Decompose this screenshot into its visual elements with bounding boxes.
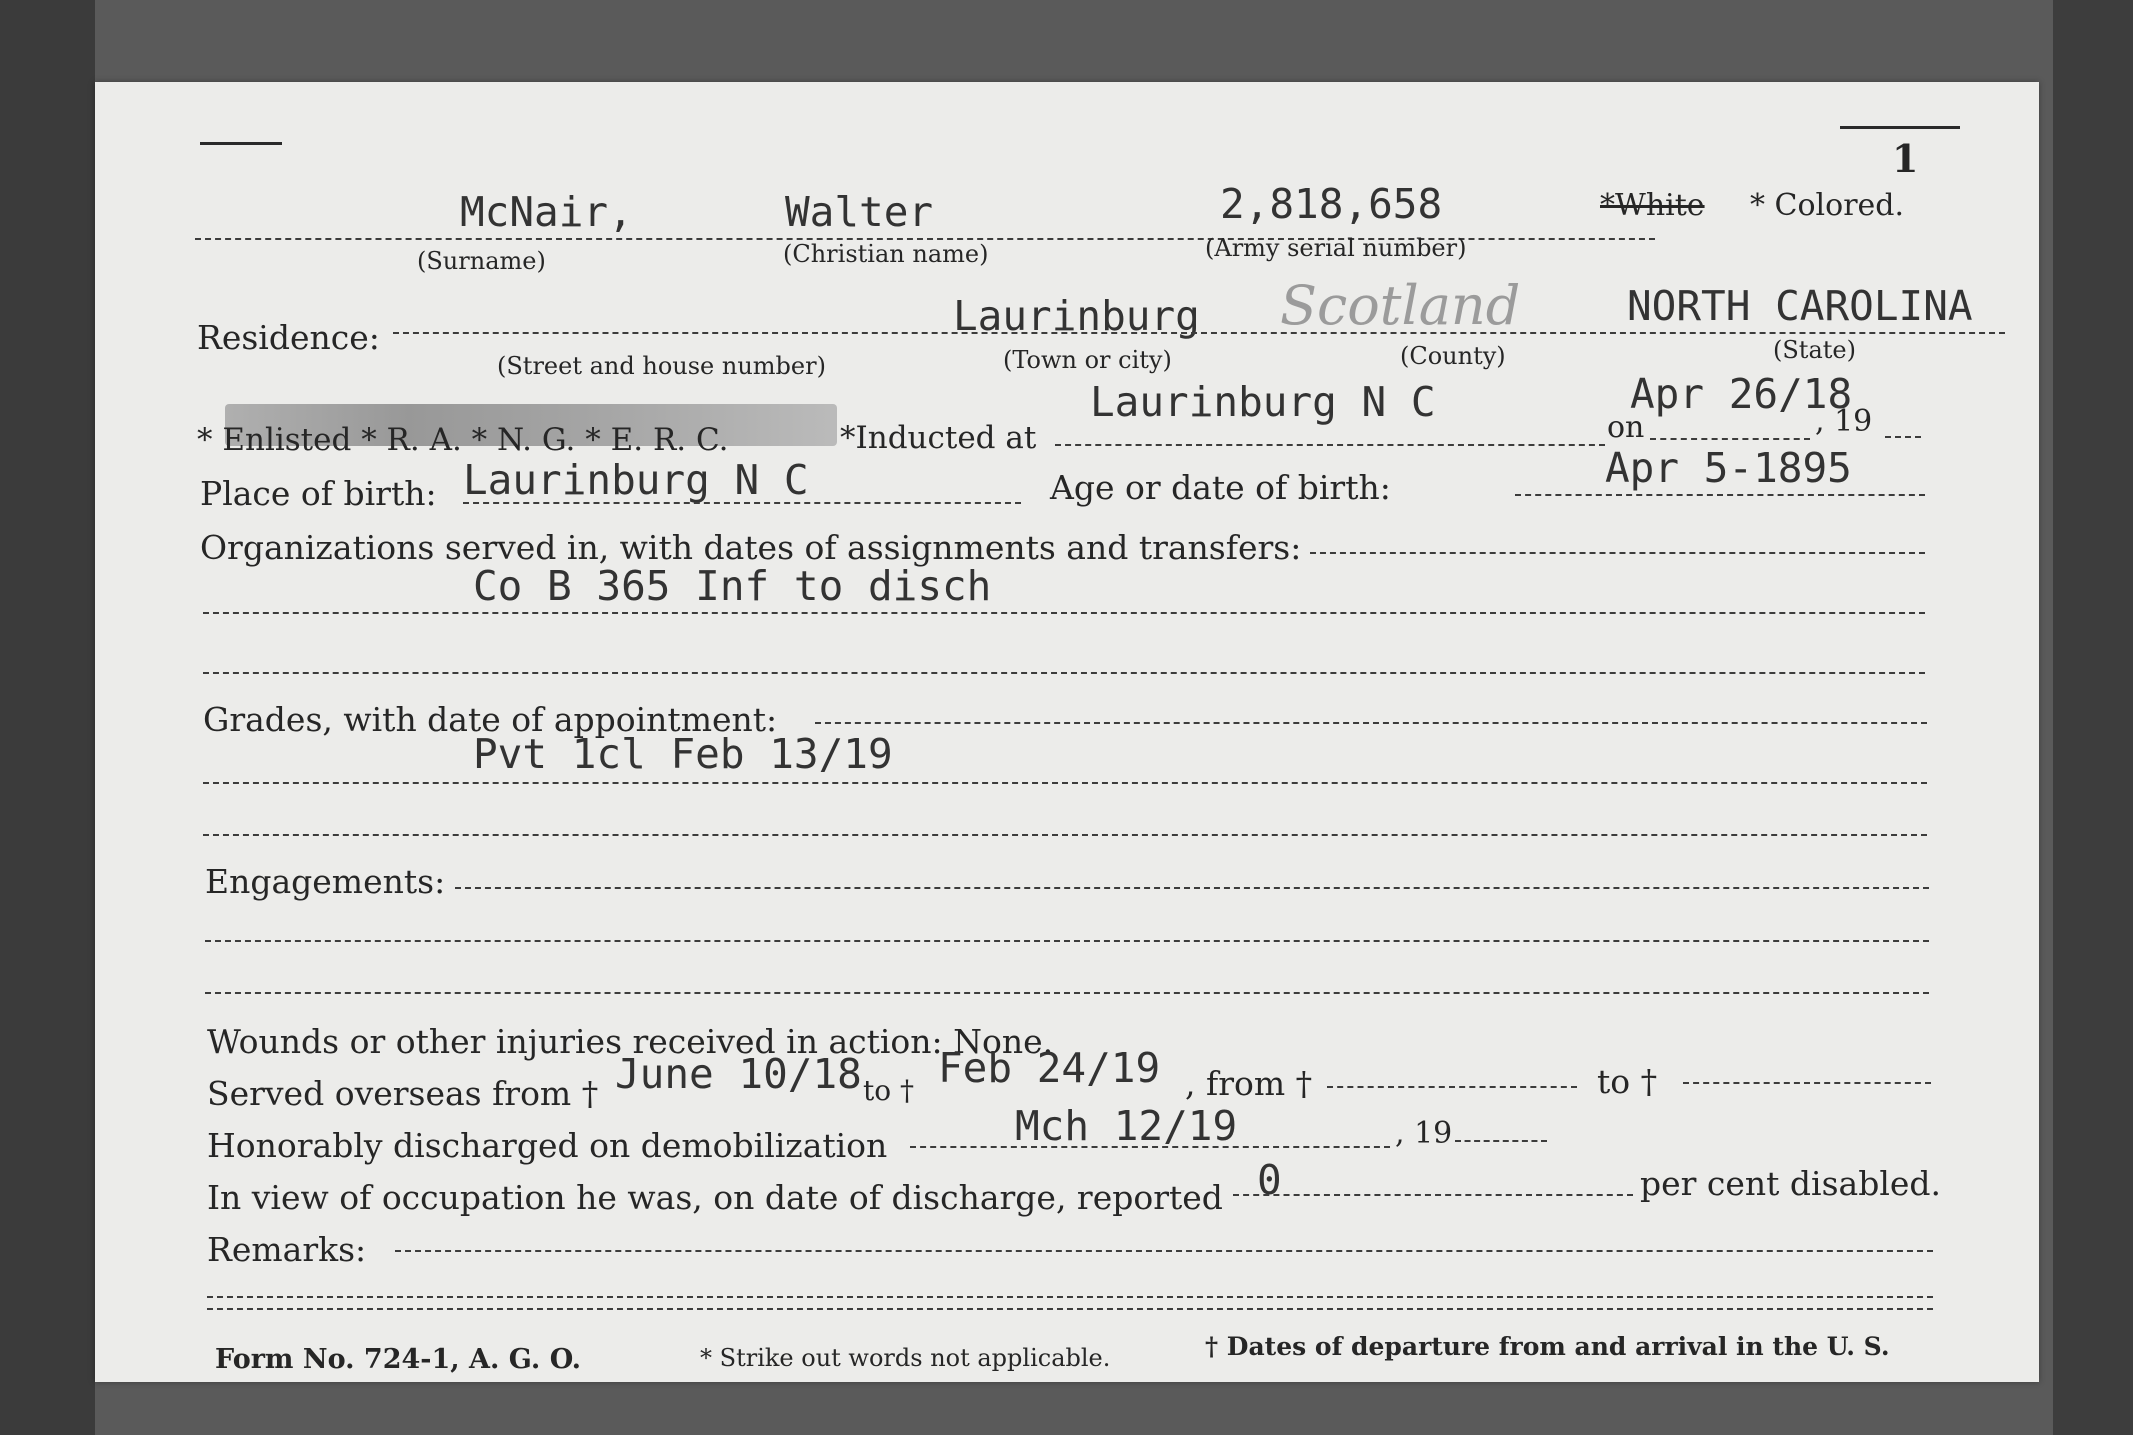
race-white-struck: *White: [1600, 188, 1705, 223]
organizations-line-3: [203, 672, 1925, 674]
discharge-year-label: , 19: [1395, 1116, 1453, 1151]
overseas-from2-line: [1327, 1086, 1577, 1088]
remarks-label: Remarks:: [207, 1230, 367, 1269]
overseas-from2-label: , from †: [1185, 1064, 1313, 1103]
overseas-to2-line: [1683, 1082, 1931, 1084]
remarks-line-3: [207, 1308, 1933, 1310]
disability-label: In view of occupation he was, on date of discharge, reported: [207, 1178, 1223, 1217]
town-caption: (Town or city): [1003, 346, 1172, 374]
christian-name-value: Walter: [785, 188, 934, 236]
birth-place-line: [463, 502, 1021, 504]
on-label: on: [1607, 410, 1645, 445]
form-number: Form No. 724-1, A. G. O.: [215, 1344, 582, 1375]
birth-place-value: Laurinburg N C: [463, 456, 809, 504]
serial-caption: (Army serial number): [1205, 234, 1467, 262]
organizations-value: Co B 365 Inf to disch: [473, 562, 992, 610]
overseas-to-label: to †: [863, 1074, 915, 1107]
grades-line-2: [203, 782, 1927, 784]
disability-value: 0: [1257, 1156, 1282, 1204]
grades-line-3: [203, 834, 1927, 836]
top-right-rule: [1840, 126, 1960, 129]
remarks-line-2: [207, 1296, 1933, 1298]
engagements-line-1: [455, 887, 1929, 889]
birth-date-value: Apr 5-1895: [1605, 444, 1852, 492]
race-colored: * Colored.: [1750, 188, 1905, 223]
scan-background-left: [0, 0, 95, 1435]
remarks-line-1: [395, 1250, 1933, 1252]
footnote-dates: † Dates of departure from and arrival in the U. S.: [1205, 1332, 1890, 1361]
discharge-year-line: [1455, 1140, 1547, 1142]
engagements-line-3: [205, 992, 1929, 994]
wounds-label: Wounds or other injuries received in action: None.: [207, 1022, 1054, 1061]
engagements-line-2: [205, 940, 1929, 942]
county-caption: (County): [1400, 342, 1506, 370]
birth-place-label: Place of birth:: [200, 474, 437, 513]
inducted-place: Laurinburg N C: [1090, 378, 1436, 426]
residence-state: NORTH CAROLINA: [1627, 282, 1973, 330]
christian-name-caption: (Christian name): [783, 240, 989, 268]
footnote-strike: * Strike out words not applicable.: [700, 1344, 1111, 1372]
inducted-line: [1055, 444, 1605, 446]
inducted-year-line: [1885, 436, 1921, 438]
engagements-label: Engagements:: [205, 862, 446, 901]
disability-line: [1233, 1194, 1633, 1196]
card-number: 1: [1892, 136, 1919, 181]
inducted-date-line: [1650, 438, 1810, 440]
inducted-date: Apr 26/18: [1630, 370, 1853, 418]
birth-date-line: [1515, 494, 1925, 496]
top-left-rule: [200, 142, 282, 145]
overseas-to-value: Feb 24/19: [938, 1044, 1161, 1092]
residence-label: Residence:: [197, 318, 380, 357]
organizations-line-2: [203, 612, 1925, 614]
scan-background-right: [2053, 0, 2133, 1435]
organizations-label: Organizations served in, with dates of assignments and transfers:: [200, 528, 1302, 567]
serial-number-value: 2,818,658: [1220, 180, 1443, 228]
residence-town: Laurinburg: [953, 292, 1200, 340]
residence-county: Scotland: [1280, 274, 1521, 337]
discharge-date: Mch 12/19: [1015, 1102, 1238, 1150]
disability-suffix: per cent disabled.: [1640, 1164, 1942, 1203]
street-caption: (Street and house number): [497, 352, 826, 380]
residence-line: [393, 332, 2005, 334]
discharge-line: [910, 1146, 1390, 1148]
discharge-label: Honorably discharged on demobilization: [207, 1126, 888, 1165]
overseas-from-value: June 10/18: [615, 1050, 862, 1098]
inducted-label: *Inducted at: [840, 420, 1037, 456]
birth-date-label: Age or date of birth:: [1050, 468, 1391, 507]
state-caption: (State): [1773, 336, 1856, 364]
service-record-card: [95, 82, 2039, 1382]
enlisted-options: * Enlisted * R. A. * N. G. * E. R. C.: [197, 422, 729, 458]
overseas-label: Served overseas from †: [207, 1074, 599, 1113]
inducted-year-label: , 19: [1815, 404, 1873, 439]
grades-value: Pvt 1cl Feb 13/19: [473, 730, 893, 778]
grades-label: Grades, with date of appointment:: [203, 700, 778, 739]
surname-caption: (Surname): [417, 247, 546, 275]
grades-line-1: [815, 722, 1927, 724]
organizations-line-1: [1310, 552, 1925, 554]
surname-value: McNair,: [460, 188, 633, 236]
overseas-to2-label: to †: [1597, 1062, 1658, 1101]
